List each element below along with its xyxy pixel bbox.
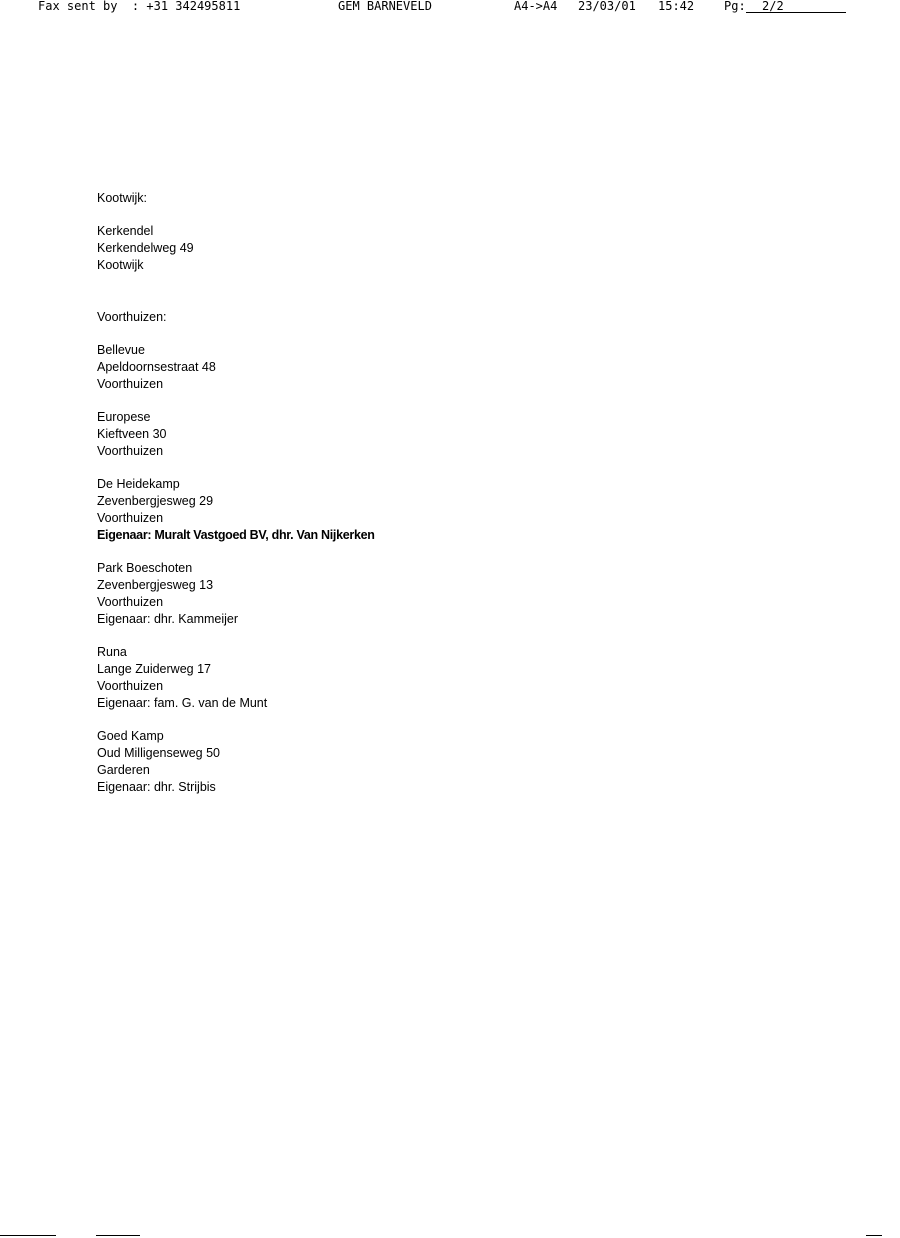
entry-name: Bellevue [97,343,145,357]
section-spacer [97,290,597,309]
fax-header [0,0,900,16]
entry-name: Kerkendel [97,224,154,238]
list-item [97,728,597,796]
fax-page-value: 2/2 [746,0,846,13]
entry-city: Voorthuizen [97,595,164,609]
section-heading: Kootwijk: [97,191,148,205]
fax-page-label: Pg: [724,0,746,13]
list-item [97,644,597,712]
list-item [97,560,597,628]
entry-name: Europese [97,410,151,424]
entry-owner: Eigenaar: dhr. Kammeijer [97,612,239,626]
entry-name: Runa [97,645,127,659]
footer-rule [0,1235,56,1236]
entry-street: Zevenbergjesweg 29 [97,494,214,508]
entry-street: Apeldoornsestraat 48 [97,360,216,374]
entry-city: Voorthuizen [97,679,164,693]
list-item [97,342,597,393]
fax-time: 15:42 [658,0,695,13]
entry-name: De Heidekamp [97,477,180,491]
list-item [97,223,597,274]
entry-name: Goed Kamp [97,729,164,743]
section-kootwijk [97,190,597,274]
fax-sender: Fax sent by : +31 342495811 [38,0,241,13]
entry-city: Garderen [97,763,150,777]
fax-organization: GEM BARNEVELD [338,0,432,13]
fax-date: 23/03/01 [578,0,636,13]
entry-city: Voorthuizen [97,444,164,458]
fax-format: A4->A4 [514,0,558,13]
entry-owner: Eigenaar: dhr. Strijbis [97,780,216,794]
list-item [97,409,597,460]
entry-city: Voorthuizen [97,511,164,525]
list-item [97,476,597,544]
entry-city: Voorthuizen [97,377,164,391]
entry-owner: Eigenaar: Muralt Vastgoed BV, dhr. Van Nijkerken [97,528,375,542]
entry-city: Kootwijk [97,258,144,272]
entry-street: Oud Milligenseweg 50 [97,746,220,760]
section-voorthuizen [97,309,597,796]
entry-street: Lange Zuiderweg 17 [97,662,211,676]
entry-street: Kerkendelweg 49 [97,241,194,255]
footer-rule [866,1235,882,1236]
entry-owner: Eigenaar: fam. G. van de Munt [97,696,268,710]
document-body [97,190,597,812]
footer-rule [96,1235,140,1236]
section-heading: Voorthuizen: [97,310,167,324]
entry-street: Zevenbergjesweg 13 [97,578,214,592]
entry-name: Park Boeschoten [97,561,193,575]
entry-street: Kieftveen 30 [97,427,167,441]
